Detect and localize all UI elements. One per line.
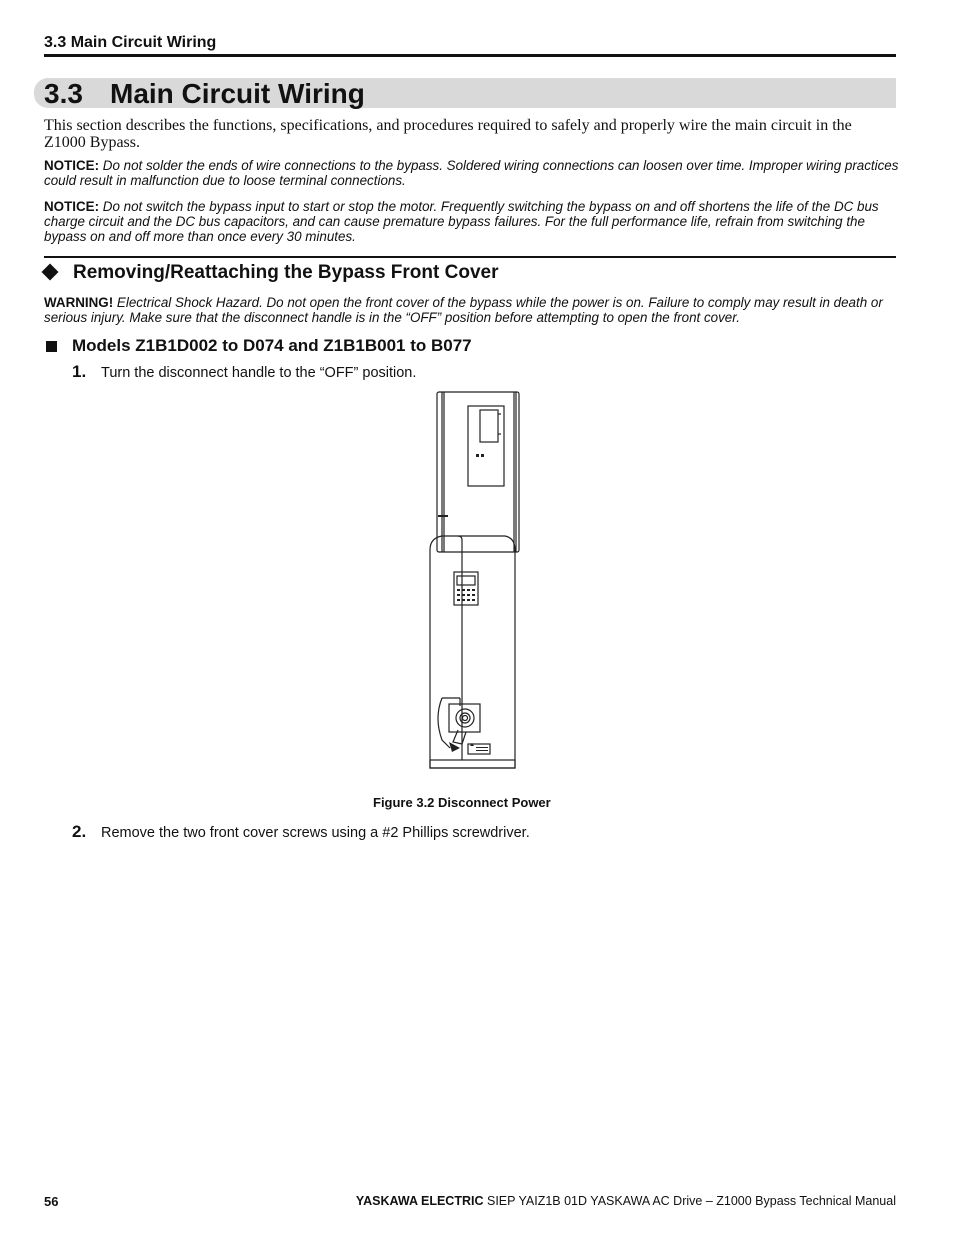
notice-text: Do not switch the bypass input to start or stop the motor. Frequently switching the bypass on and off shortens the life of the DC bus charge circuit and the DC bus capacitors, and can cause premature bypass failures. For the full performance life, refrain from switching the bypass on and off more than once every 30 minutes. xyxy=(44,199,879,244)
notice-label: NOTICE: xyxy=(44,199,100,214)
bypass-enclosure-drawing xyxy=(420,388,530,773)
notice-label: NOTICE: xyxy=(44,158,100,173)
square-bullet-icon xyxy=(46,341,57,352)
header-rule xyxy=(44,54,896,57)
intro-paragraph: This section describes the functions, specifications, and procedures required to safely and properly wire the main circuit in the Z1000 Bypass. xyxy=(44,117,852,151)
step-2-number: 2. xyxy=(72,822,87,841)
warning-paragraph xyxy=(44,295,900,325)
step-1-text: Turn the disconnect handle to the “OFF” position. xyxy=(101,365,417,381)
notice-2 xyxy=(44,199,900,244)
models-heading: Models Z1B1D002 to D074 and Z1B1B001 to B077 xyxy=(72,336,472,355)
subsection-title: Removing/Reattaching the Bypass Front Cover xyxy=(73,262,499,283)
notice-1 xyxy=(44,158,900,188)
footer-brand: YASKAWA ELECTRIC xyxy=(355,1194,484,1208)
footer-manual-title xyxy=(356,1194,896,1208)
bypass-disconnect-illustration xyxy=(420,388,530,773)
notice-text: Do not solder the ends of wire connections to the bypass. Soldered wiring connections can loosen over time. Improper wiring practices could result in malfunction due to loose terminal connections. xyxy=(44,158,899,188)
footer-doc: SIEP YAIZ1B 01D YASKAWA AC Drive – Z1000 Bypass Technical Manual xyxy=(486,1194,896,1208)
section-number: 3.3 xyxy=(44,78,83,109)
running-head: 3.3 Main Circuit Wiring xyxy=(44,34,217,51)
warning-label: WARNING! xyxy=(44,295,114,310)
step-2-text: Remove the two front cover screws using a #2 Phillips screwdriver. xyxy=(101,825,530,841)
subsection-rule xyxy=(44,256,896,258)
step-1-number: 1. xyxy=(72,362,87,381)
warning-text: Electrical Shock Hazard. Do not open the front cover of the bypass while the power is on. Failure to comply may result in death or serious injury. Make sure that the disconnect handle is in the “OFF” position before attempting to open the front cover. xyxy=(44,295,883,325)
section-title: Main Circuit Wiring xyxy=(110,78,365,109)
page-number: 56 xyxy=(44,1194,59,1209)
diamond-bullet-icon xyxy=(42,264,59,281)
figure-caption: Figure 3.2 Disconnect Power xyxy=(373,795,551,810)
